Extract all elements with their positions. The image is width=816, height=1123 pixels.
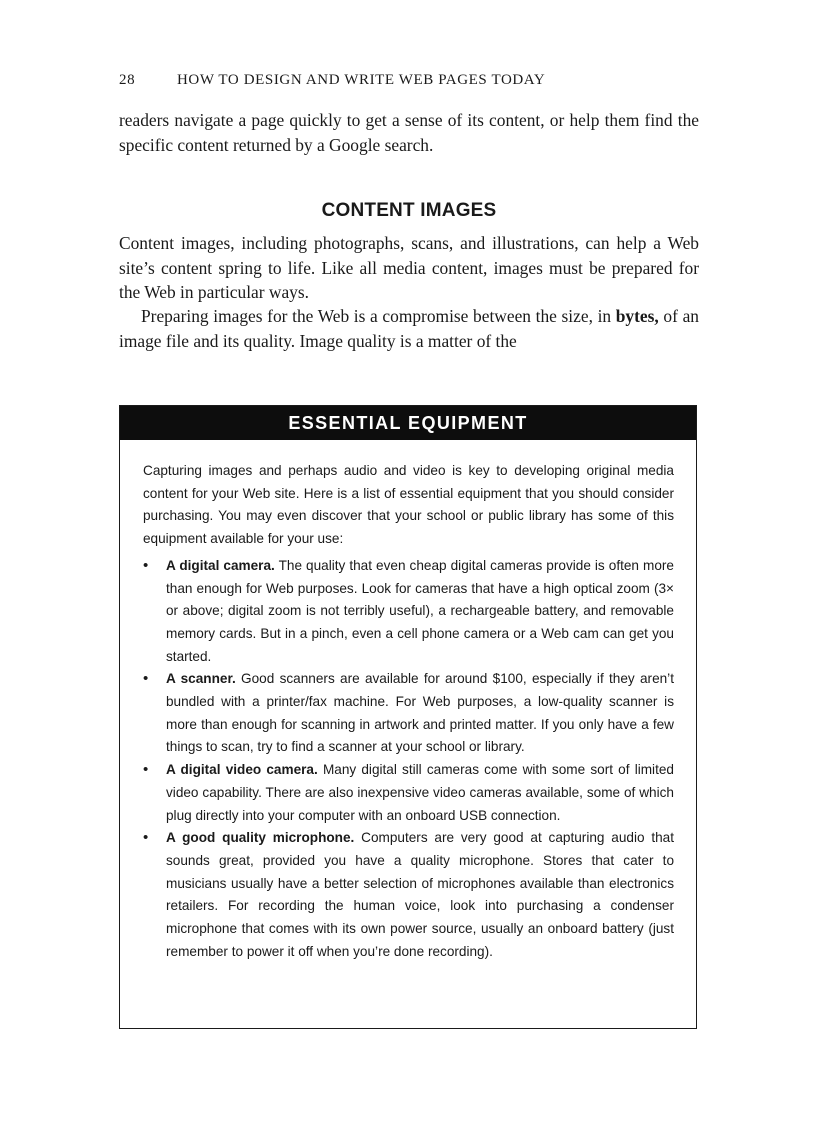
- sidebar-intro: Capturing images and perhaps audio and video is key to developing original media content for your Web site. Here is a list of essential equipment that you should consider purchasing. You may even discover that your school or public library has some of this equipment available for your use:: [143, 463, 674, 547]
- equipment-description: Good scanners are available for around $100, especially if they aren’t bundled with a printer/fax machine. For Web purposes, a low-quality scanner is more than enough for scanning in artwork and printed matter. If you only have a few things to scan, try to find a scanner at your school or library.: [166, 671, 674, 755]
- paragraph-preparing-start: Preparing images for the Web is a compromise between the size, in: [141, 306, 616, 326]
- equipment-description: Many digital still cameras come with some sort of limited video capability. There are also inexpensive video cameras available, some of which plug directly into your computer with an onboard USB connection.: [166, 762, 674, 823]
- paragraph-preparing-end: of an image file and its quality. Image quality is a matter of the: [119, 306, 699, 351]
- bullet-icon: •: [143, 670, 149, 688]
- equipment-list: [143, 555, 674, 964]
- bullet-icon: •: [143, 829, 149, 847]
- equipment-name: A good quality microphone.: [166, 830, 355, 846]
- page-number: 28: [119, 72, 136, 88]
- equipment-name: A scanner.: [166, 671, 236, 687]
- essential-equipment-sidebar: [119, 405, 697, 1029]
- term-bytes: bytes,: [615, 306, 659, 326]
- list-item: [143, 827, 674, 963]
- list-item: [143, 759, 674, 827]
- equipment-description: Computers are very good at capturing audio that sounds great, provided you have a quality microphone. Stores that cater to musicians usually have a better selection of microphones available than electronics retailers. For recording the human voice, look into purchasing a condenser microphone that comes with its own power source, usually an onboard battery (just remember to power it off when you’re done recording).: [166, 830, 675, 959]
- bullet-icon: •: [143, 761, 149, 779]
- equipment-description: The quality that even cheap digital cameras provide is often more than enough for Web purposes. Look for cameras that have a high optical zoom (3× or above; digital zoom is not terribly useful), a rechargeable battery, and removable memory cards. But in a pinch, even a cell phone camera or a Web cam can get you started.: [166, 557, 674, 664]
- paragraph-content-images: Content images, including photographs, scans, and illustrations, can help a Web site’s content spring to life. Like all media content, images must be prepared for the Web in particular ways.: [119, 233, 699, 302]
- section-heading: CONTENT IMAGES: [321, 200, 497, 221]
- running-head-title: HOW TO DESIGN AND WRITE WEB PAGES TODAY: [177, 72, 546, 88]
- paragraph-preparing-images: [119, 304, 699, 353]
- paragraph-intro: readers navigate a page quickly to get a sense of its content, or help them find the specific content returned by a Google search.: [119, 110, 699, 155]
- list-item: [143, 668, 674, 759]
- equipment-name: A digital camera.: [166, 557, 275, 573]
- sidebar-title: ESSENTIAL EQUIPMENT: [120, 406, 696, 440]
- running-head: [119, 72, 699, 89]
- list-item: [143, 555, 674, 669]
- equipment-name: A digital video camera.: [166, 762, 318, 778]
- sidebar-body: [120, 440, 696, 963]
- bullet-icon: •: [143, 556, 149, 574]
